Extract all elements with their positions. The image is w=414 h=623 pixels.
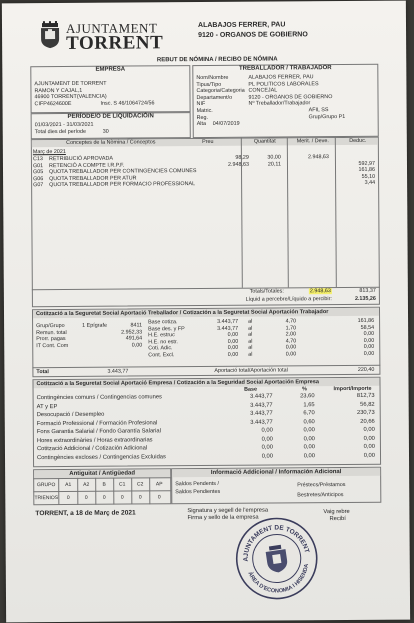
- ss-mid-base: 0,00: [227, 331, 239, 339]
- ss-mid-at: al: [248, 318, 253, 325]
- ss-emp-imp: 0,00: [363, 426, 375, 433]
- info-title: Informació Addicional / Información Adicional: [210, 468, 342, 476]
- empresa-line: RAMON Y CAJAL,1: [34, 87, 83, 94]
- empresa-inss: Insc. S 46/1064724/56: [100, 100, 155, 107]
- empresa-line: 46900 TORRENT(VALENCIA): [34, 93, 107, 101]
- recibi-line1: Vaig rebre: [323, 509, 350, 516]
- ss-emp-label: Fons Garantia Salarial / Fondo Garantía Salarial: [36, 428, 161, 436]
- ss-emp-header: Import/Importe: [333, 385, 372, 393]
- ss-emp-pct: 0,00: [303, 427, 315, 434]
- ss-left-label: IT Cont. Com: [36, 342, 69, 349]
- info-right-2: Bestretes/Anticipos: [297, 492, 344, 499]
- ss-mid-imp: 0,00: [363, 350, 375, 357]
- ss-treb-title: Cotització a la Seguretat Social Aportació Treballador / Cotización a la Seguretat Social Aportación Trabajador: [35, 308, 329, 317]
- ss-emp-label: Formació Professional / Formación Profesional: [36, 419, 158, 427]
- info-left-1: Saldos Pendents /: [175, 480, 219, 488]
- ss-emp-base: 0,00: [261, 436, 273, 443]
- recibi-line2: Recibí: [329, 516, 346, 523]
- ss-treb-left: [36, 322, 146, 349]
- ss-mid-imp: 161,86: [357, 317, 375, 324]
- periode-days-label: Total dies del període: [34, 128, 87, 136]
- ss-emp-base: 0,00: [261, 427, 273, 434]
- totals-merit: [292, 288, 332, 295]
- ss-treb-total-label: Total: [36, 368, 49, 375]
- ss-mid-label: Cont. Excl.: [148, 352, 175, 359]
- ss-mid-at: al: [248, 345, 253, 352]
- concepts-header: Deduc.: [349, 137, 367, 144]
- sign-line2: Firma y sello de la empresa: [187, 514, 259, 522]
- org-line-header: 9120 - ORGANOS DE GOBIERNO: [198, 31, 308, 40]
- concept-desc: QUOTA TREBALLADOR PER ATUR: [49, 175, 137, 182]
- ss-emp-base: 3.443,77: [249, 393, 273, 400]
- ss-emp-pct: 6,70: [303, 410, 315, 417]
- ss-mid-label: H.E. no estr.: [148, 338, 178, 346]
- ss-emp-imp: 230,73: [356, 409, 375, 416]
- ss-mid-label: Base cotiza.: [148, 319, 178, 326]
- trabajador-label: NIF: [196, 101, 206, 108]
- concept-desc: RETENCIÓ A COMPTE I.R.P.F.: [48, 162, 125, 169]
- doc-title: REBUT DE NÓMINA / RECIBO DE NÓMINA: [156, 56, 278, 64]
- ss-mid-label: Base des. y FP: [148, 325, 185, 332]
- liquid-label: Líquid a percebre/Líquido a percibir:: [245, 296, 332, 303]
- totals-label: Totals/Totales:: [249, 288, 284, 295]
- antiguitat-header: GRUPO: [37, 482, 56, 489]
- ss-left-v2: 491,64: [125, 335, 143, 342]
- payslip-paper: [2, 1, 410, 623]
- trabajador-value: ALABAJOS FERRER, PAU: [248, 74, 314, 81]
- info-right-1: Préstecs/Préstamos: [297, 482, 346, 489]
- ss-emp-label: Hores extraordinàries / Horas extraordinarias: [36, 436, 153, 444]
- antiguitat-value: 0: [102, 494, 106, 501]
- ss-mid-at: al: [248, 351, 253, 358]
- ss-treb-mid: [148, 318, 376, 359]
- empresa-cif: CIFP4624600E: [34, 100, 72, 108]
- concept-code: C13: [32, 156, 43, 163]
- ss-left-v1: 1 Epígrafe: [82, 322, 107, 329]
- antiguitat-header: A1: [65, 481, 72, 488]
- antiguitat-header: C1: [118, 481, 126, 488]
- ss-mid-base: 0,00: [227, 345, 239, 352]
- ss-mid-imp: 0,00: [363, 337, 375, 344]
- concept-deduc: 3,44: [364, 180, 376, 187]
- trabajador-value: PL POLITICOS LABORALES: [248, 80, 319, 88]
- ss-mid-at: al: [248, 338, 253, 345]
- ss-left-label: Remun. total: [36, 329, 67, 336]
- periode-dates: 01/03/2021 - 31/03/2021: [34, 121, 94, 129]
- ss-emp-base: 0,00: [261, 444, 273, 451]
- ss-left-label: Grup/Grupo: [36, 322, 65, 330]
- ss-emp-pct: 23,60: [300, 393, 315, 400]
- ss-emp-base: 0,00: [261, 453, 274, 460]
- liquid-value: 2.135,26: [354, 295, 376, 302]
- trabajador-rows: [196, 74, 376, 128]
- ss-mid-pct: 2,00: [285, 331, 297, 338]
- ss-emp-imp: 0,00: [363, 452, 376, 459]
- divider: [113, 478, 114, 505]
- concepts-header: Conceptes de la Nòmina / Conceptos: [66, 139, 156, 146]
- ss-emp-imp: 20,66: [360, 418, 375, 425]
- antiguitat-value: 0: [84, 494, 88, 501]
- concept-deduc: 592,97: [358, 160, 375, 167]
- concepts-month: Març de 2021: [32, 148, 66, 156]
- trabajador-label: Departament/o: [196, 94, 233, 101]
- ss-mid-imp: 0,00: [363, 344, 375, 351]
- ss-treb-aport-label: Aportació total/Aportación total: [214, 366, 288, 374]
- antiguitat-value: 0: [66, 494, 70, 501]
- concept-preu: 2.948,63: [227, 161, 249, 168]
- ss-emp-pct: 0,00: [303, 444, 315, 451]
- concept-deduc: 55,10: [361, 173, 376, 180]
- ss-mid-label: Coti. Adic.: [148, 345, 173, 352]
- concept-preu: 98,29: [235, 154, 249, 161]
- concepts-header: Merit. / Deve.: [296, 138, 329, 145]
- ss-emp-pct: 1,65: [303, 401, 315, 408]
- ss-mid-imp: 58,54: [360, 324, 375, 331]
- ss-mid-base: 0,00: [227, 338, 239, 345]
- ss-mid-base: 0,00: [227, 351, 239, 358]
- totals-deduc: 813,37: [359, 287, 376, 294]
- antiguitat-header: AP: [155, 481, 163, 488]
- ss-left-v2: 8411: [130, 322, 143, 329]
- ss-treb-left-row: [36, 342, 146, 349]
- logo-line1: AJUNTAMENT: [65, 20, 158, 36]
- divider: [77, 478, 78, 505]
- ss-emp-title: Cotització a la Seguretat Social Aportació Empresa / Cotización a la Seguridad Social Aportación Empresa: [36, 378, 319, 387]
- ss-emp-label: AT y EP: [36, 403, 58, 410]
- concept-deduc: 161,86: [358, 167, 376, 174]
- ss-mid-pct: 4,70: [285, 338, 297, 345]
- ss-emp-imp: 0,00: [363, 443, 375, 450]
- concept-desc: QUOTA TREBALLADOR PER FORMACIO PROFESSIONAL: [49, 181, 196, 189]
- ss-mid-label: H.E. estruc: [148, 332, 175, 339]
- trabajador-value: Nº Treballador/Trabajador: [248, 100, 311, 108]
- trabajador-value: 9120 - ORGANOS DE GOBIERNO: [248, 93, 333, 101]
- ss-emp-imp: 812,73: [356, 392, 375, 399]
- trabajador-value: CONCEJAL: [248, 87, 278, 94]
- ss-emp-label: Desocupació / Desempleo: [36, 411, 105, 419]
- ss-emp-base: 3.443,77: [250, 402, 273, 409]
- empresa-lines: [34, 81, 106, 101]
- ss-emp-base: 3.443,77: [250, 419, 273, 426]
- concept-merit: 2.948,63: [307, 154, 329, 161]
- antiguitat-row-label: TRIENIOS: [34, 495, 59, 502]
- ss-left-v2: 0,00: [131, 342, 143, 349]
- trabajador-label: Categoria/Categoria: [196, 87, 245, 95]
- ss-treb-aport-value: 220,40: [357, 366, 375, 373]
- concept-code: G01: [32, 162, 44, 169]
- concept-qty: 20,11: [267, 161, 281, 168]
- ss-left-v2: 2.952,33: [121, 329, 143, 336]
- ss-emp-rows: [37, 393, 381, 463]
- svg-text:AJUNTAMENT DE TORRENT: AJUNTAMENT DE TORRENT: [242, 524, 311, 562]
- place-date: TORRENT, a 18 de Març de 2021: [35, 509, 136, 518]
- ss-mid-imp: 0,00: [363, 331, 375, 338]
- divider: [149, 477, 150, 504]
- trabajador-label: Alta: [196, 121, 207, 128]
- ss-mid-pct: 0,00: [285, 351, 297, 358]
- periode-title: PERÍODE/O DE LIQUIDACIÓ/N: [67, 113, 154, 120]
- empresa-title: EMPRESA: [95, 66, 126, 73]
- trabajador-label: Matric.: [196, 107, 213, 115]
- ss-mid-base: 3.443,77: [217, 325, 239, 332]
- logo-line2: TORRENT: [66, 32, 164, 54]
- concept-code: G06: [33, 175, 44, 182]
- trabajador-value: 04/07/2019: [212, 120, 240, 128]
- ss-emp-header: Base: [244, 386, 258, 393]
- divider: [131, 478, 132, 505]
- trabajador-value: AFIL SS: [308, 107, 329, 114]
- employee-name-header: ALABAJOS FERRER, PAU: [197, 21, 286, 30]
- ss-mid-pct: 0,00: [285, 344, 297, 351]
- concept-desc: QUOTA TREBALLADOR PER CONTINGENCIES COMUNES: [49, 168, 197, 176]
- antiguitat-title: Antiguitat / Antigüedad: [69, 469, 136, 477]
- coat-of-arms-icon: [38, 21, 62, 49]
- concepts-header: Quantitat: [253, 138, 276, 145]
- ss-treb-total-value: 3.443,77: [107, 368, 129, 375]
- periode-days: 30: [102, 128, 109, 135]
- info-left-2: Saldos Pendientes: [175, 488, 221, 496]
- ss-emp-label: Cotització Addicional / Cotización Adicional: [36, 445, 148, 453]
- trabajador-label: Tipus/Tipo: [196, 81, 222, 88]
- ss-emp-label: Contingències excloses / Contingencias Excluidas: [36, 453, 166, 461]
- ss-emp-base: 3.443,77: [250, 410, 273, 417]
- concept-code: G07: [33, 182, 44, 189]
- concept-qty: 30,00: [267, 154, 281, 161]
- antiguitat-value: 0: [120, 494, 124, 501]
- antiguitat-header: C2: [136, 481, 144, 488]
- trabajador-label: Reg.: [196, 114, 209, 121]
- ss-emp-header: %: [302, 386, 307, 393]
- trabajador-row: [197, 120, 377, 128]
- trabajador-value: Grup/Grupo P1: [308, 113, 346, 120]
- concepts-rows: [33, 154, 379, 189]
- antiguitat-value: 0: [157, 494, 161, 501]
- ss-emp-label: Contingències comuns / Contingencias comunes: [36, 394, 162, 402]
- antiguitat-header: A2: [83, 481, 90, 488]
- trabajador-title: TREBALLADOR / TRABAJADOR: [238, 65, 332, 72]
- ss-emp-pct: 0,00: [303, 435, 315, 442]
- official-stamp: [228, 510, 326, 608]
- antiguitat-header: B: [102, 481, 106, 488]
- stamp-icon: [228, 510, 326, 608]
- ss-left-label: Prorr. pagas: [36, 336, 66, 343]
- ss-emp-imp: 56,82: [360, 401, 375, 408]
- totals-merit-value: 2.948,63: [309, 288, 331, 295]
- ss-emp-imp: 0,00: [363, 435, 375, 442]
- divider: [95, 478, 96, 505]
- ss-mid-base: 3.443,77: [217, 318, 239, 325]
- ss-mid-at: al: [248, 325, 253, 332]
- ss-mid-pct: 1,70: [285, 324, 297, 332]
- concept-code: G05: [33, 169, 44, 176]
- trabajador-label: Nom/Nombre: [196, 74, 229, 82]
- sign-line1: Signatura y segell de l'empresa: [187, 507, 269, 515]
- concepts-header: Preu: [202, 138, 214, 146]
- concept-desc: RETRIBUCIÓ APROVADA: [48, 155, 113, 163]
- empresa-line: AJUNTAMENT DE TORRENT: [34, 80, 107, 88]
- ss-mid-at: al: [248, 331, 253, 338]
- ss-emp-pct: 0,60: [303, 418, 315, 425]
- ss-mid-pct: 4,70: [285, 318, 297, 325]
- antiguitat-value: 0: [138, 494, 142, 501]
- divider: [58, 478, 59, 505]
- svg-text:ÀREA D'ECONOMIA I HISENDA: ÀREA D'ECONOMIA I HISENDA: [246, 563, 311, 595]
- ss-emp-pct: 0,00: [303, 452, 316, 459]
